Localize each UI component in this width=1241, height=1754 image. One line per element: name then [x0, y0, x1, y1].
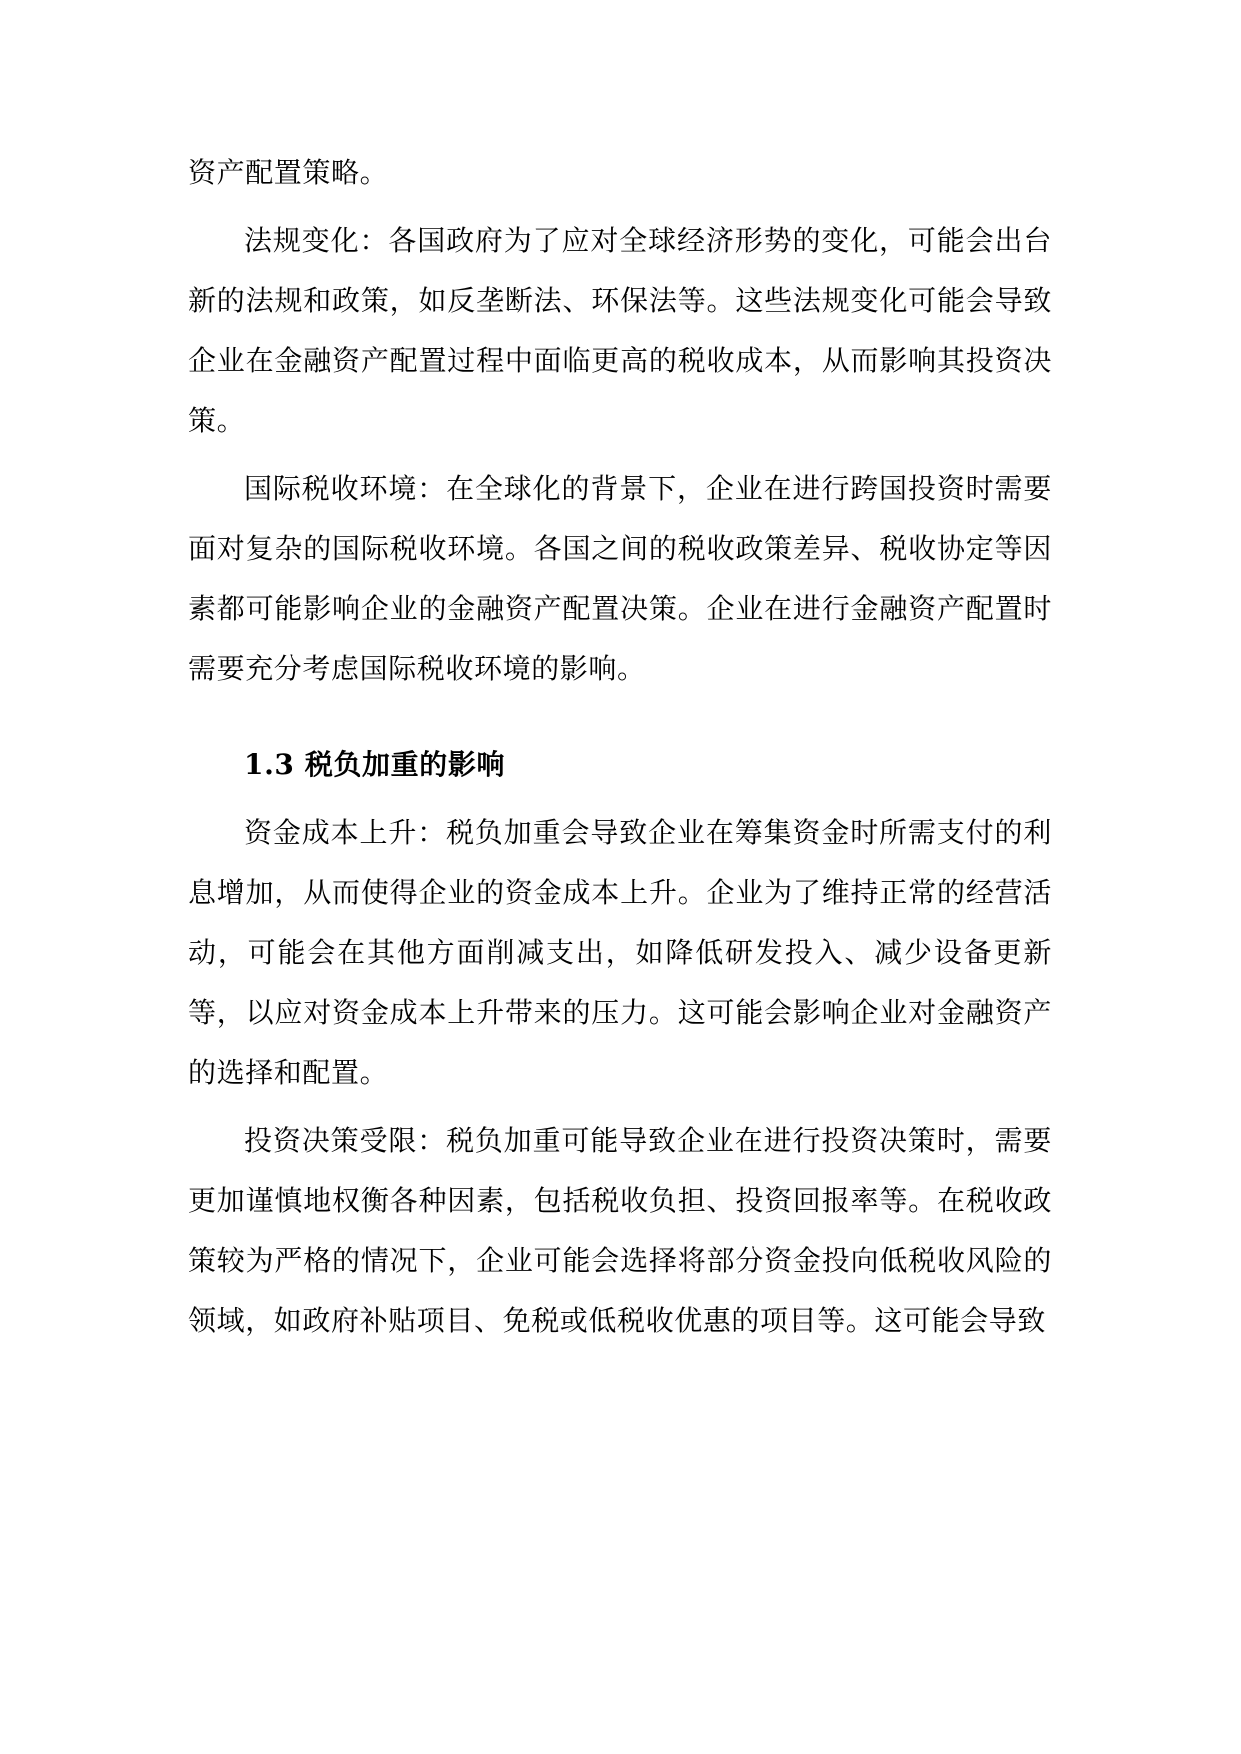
paragraph-capital-cost: 资金成本上升：税负加重会导致企业在筹集资金时所需支付的利息增加，从而使得企业的资金成本上升。企业为了维持正常的经营活动，可能会在其他方面削减支出，如降低研发投入、减少设备更新等，以应对资金成本上升带来的压力。这可能会影响企业对金融资产的选择和配置。: [188, 816, 1052, 1089]
document-body: [188, 143, 1052, 1359]
paragraph-regulation-change: 法规变化：各国政府为了应对全球经济形势的变化，可能会出台新的法规和政策，如反垄断法、环保法等。这些法规变化可能会导致企业在金融资产配置过程中面临更高的税收成本，从而影响其投资决策。: [188, 224, 1052, 437]
section-heading: 1.3 税负加重的影响: [244, 748, 506, 781]
paragraph-investment-limit: 投资决策受限：税负加重可能导致企业在进行投资决策时，需要更加谨慎地权衡各种因素，包括税收负担、投资回报率等。在税收政策较为严格的情况下，企业可能会选择将部分资金投向低税收风险的领域，如政府补贴项目、免税或低税收优惠的项目等。这可能会导致: [188, 1124, 1052, 1337]
paragraph-international-tax: 国际税收环境：在全球化的背景下，企业在进行跨国投资时需要面对复杂的国际税收环境。各国之间的税收政策差异、税收协定等因素都可能影响企业的金融资产配置决策。企业在进行金融资产配置时需要充分考虑国际税收环境的影响。: [188, 472, 1052, 685]
paragraph-continuation: 资产配置策略。: [188, 156, 389, 189]
